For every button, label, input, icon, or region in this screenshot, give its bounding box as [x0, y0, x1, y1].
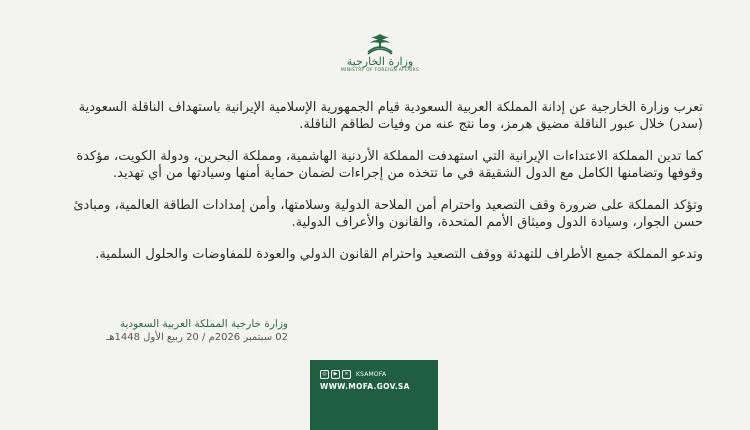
social-handle[interactable]: KSAMOFA [356, 371, 387, 378]
instagram-icon[interactable]: ◎ [320, 370, 329, 379]
statement-signature [106, 318, 288, 344]
footer-panel [310, 360, 438, 430]
ministry-name-english: MINISTRY OF FOREIGN AFFAIRS [340, 68, 420, 73]
statement-paragraph: كما تدين المملكة الاعتداءات الإيرانية التي استهدفت المملكة الأردنية الهاشمية، ومملكة البحرين، ودولة الكويت، مؤكدة وقوفها وتضامنها الكامل مع الدول الشقيقة في ما تتخذه من إجراءات لضمان حماية أمنها وسيادتها من أي تهديد. [76, 149, 703, 181]
ministry-name-arabic: وزارة الخارجية [346, 55, 414, 68]
website-link[interactable]: WWW.MOFA.GOV.SA [320, 382, 410, 391]
social-links [310, 360, 438, 379]
statement-body [48, 100, 703, 280]
statement-paragraph: تعرب وزارة الخارجية عن إدانة المملكة العربية السعودية قيام الجمهورية الإسلامية الإيرانية باستهداف الناقلة السعودية (سدر) خلال عبور الناقلة مضيق هرمز، وما نتج عنه من وفيات لطاقم الناقلة. [78, 100, 703, 132]
youtube-icon[interactable]: ▶ [331, 370, 340, 379]
issuer-name: وزارة خارجية المملكة العربية السعودية [119, 318, 288, 330]
statement-paragraph: وتدعو المملكة جميع الأطراف للتهدئة ووقف التصعيد واحترام القانون الدولي والعودة للمفاوضات والحلول السلمية. [95, 247, 703, 262]
ministry-logo [320, 32, 440, 78]
issue-date: 02 سبتمبر 2026م / 20 ربيع الأول 1448هـ [106, 332, 288, 343]
x-icon[interactable]: ✕ [342, 370, 351, 379]
statement-paragraph: وتؤكد المملكة على ضرورة وقف التصعيد واحترام أمن الملاحة الدولية وسلامتها، وأمن إمدادات الطاقة العالمية، ومبادئ حسن الجوار، وسيادة الدول وميثاق الأمم المتحدة، والقانون والأعراف الدولية. [73, 198, 703, 230]
saudi-emblem-icon [360, 32, 400, 56]
